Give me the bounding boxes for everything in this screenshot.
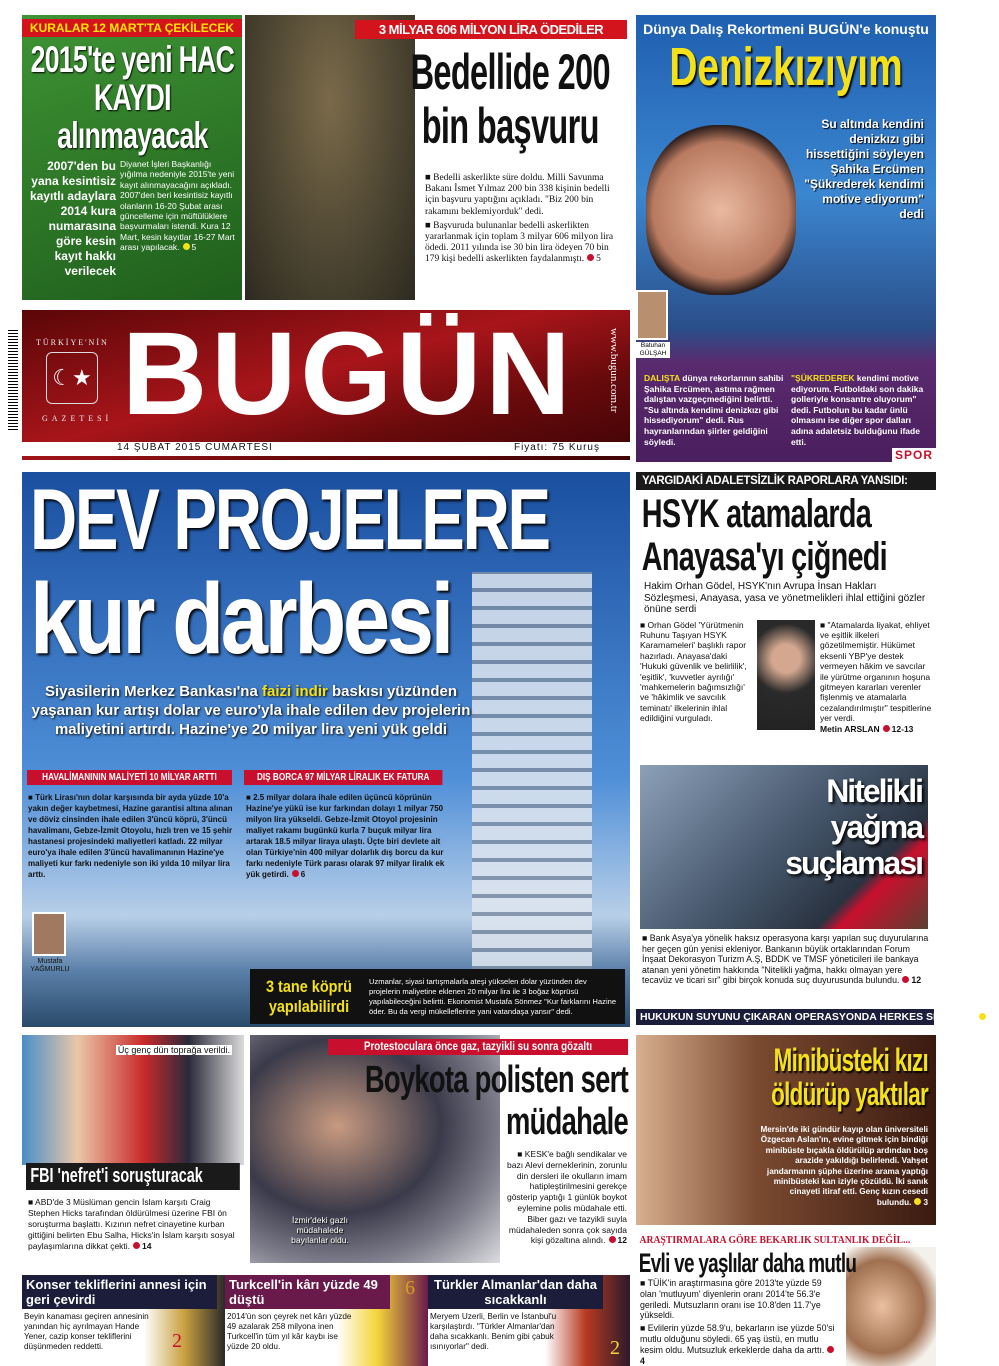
- strip-item[interactable]: [22, 1275, 225, 1366]
- hsyk-deck: Hakim Orhan Gödel, HSYK'nın Avrupa İnsan Hakları Sözleşmesi, Anayasa, yasa ve yönetmelikleri ihlal ettiğini gözler önüne serdi: [644, 581, 926, 615]
- hsyk-kicker: YARGIDAKİ ADALETSİZLİK RAPORLARA YANSIDI:: [636, 472, 936, 490]
- strip-body: Meryem Uzerli, Berlin ve İstanbul'u karşılaştırdı. "Türkler Almanlar'dan daha sıcakkanlı. Benim gibi çabuk ısınıyorlar" dedi.: [430, 1312, 557, 1351]
- diver-photo: [646, 125, 796, 295]
- barcode: [8, 330, 18, 430]
- spor-section-label[interactable]: SPOR: [892, 448, 936, 462]
- dalis-deck: Su altında kendini denizkızı gibi hissettiğini söyleyen Şahika Ercümen "Şükrederek kendimi motive ediyorum" dedi: [804, 117, 924, 221]
- strip-body: Beyin kanaması geçiren annesinin yanından hiç ayrılmayan Hande Yener, cazip konser tekliflerini düşünmeden reddetti.: [24, 1312, 149, 1351]
- nitelikli-story[interactable]: [640, 765, 999, 1027]
- bridges-box-title: 3 tane köprü yapılabilirdi: [266, 976, 352, 1016]
- boykot-body: ■ KESK'e bağlı sendikalar ve bazı Alevi derneklerinin, zorunlu din dersleri ile okulların imam hatipleştirilmesini gerekçe gösterip yaptığı 1 günlük boykot eylemine polis müdahale etti. Biber gazı ve tazyikli suyla müdahaleden sonra çok sayıda kişi gözaltına alındı. 12: [506, 1149, 627, 1246]
- strip-body: 2014'ün son çeyrek net kârı yüzde 49 azalarak 258 milyona inen Turkcell'in tüm yıl kâr kaybı ise yüzde 20 oldu.: [227, 1312, 352, 1351]
- bedelli-story[interactable]: [245, 15, 630, 300]
- masthead-url[interactable]: www.bugun.com.tr: [608, 328, 620, 413]
- evli-story[interactable]: [636, 1232, 936, 1366]
- evli-kicker: ARAŞTIRMALARA GÖRE BEKARLIK SULTANLIK DEĞİL...: [639, 1234, 911, 1246]
- logo-icon: ☾★: [46, 352, 98, 404]
- hsyk-story[interactable]: [636, 472, 936, 757]
- masthead-tagline-top: TÜRKİYE'NİN: [36, 338, 109, 347]
- fbi-caption: Üç genç dün toprağa verildi.: [117, 1045, 230, 1055]
- dalis-headline: Denizkızıyım: [669, 37, 903, 97]
- hsyk-col1: ■ Orhan Gödel 'Yürütmenin Ruhunu Taşıyan HSYK Kararnameleri' başlıklı rapor hazırladı. Anayasa'daki 'Hukuki güvenlik ve belirlilik', 'eşitlik', 'kuvvetler ayrılığı' 'mahkemelerin bağımsızlığı' ve 'hâkimlik ve savcılık teminatı' ilkelerinin ihlal edildiğini vurguladı.: [640, 619, 747, 724]
- lead-body2: ■ 2.5 milyar dolara ihale edilen üçüncü köprünün Hazine'ye yükü ise kur farkından dolayı 1 milyar 750 milyon lira yükseldi. Gebze-İzmit Otoyol projesinin maliyet rakamı bugünkü kurla 7 buçuk milyar lira artarak 18.5 milyar liraya ulaştı. Üçte biri devlete ait olan Türkiye'nin 400 milyar dolarlık dış borcu da kur farkı nedeniyle Türk parası olarak 97 milyar liralık ek yük getirdi. 6: [246, 793, 445, 879]
- nitelikli-headline: Nitelikli yağma suçlaması: [785, 773, 922, 881]
- dalis-author: Batuhan GÜLŞAH: [636, 342, 670, 358]
- bedelli-headline: Bedellide 200 bin başvuru: [410, 44, 610, 154]
- lead-deck: Siyasilerin Merkez Bankası'na faizi indir baskısı yüzünden yaşanan kur artışı dolar ve euro'yla ihale edilen dev projelerin maliyetini artırdı. Hazine'ye 20 milyar lira yeni yük geldi: [31, 683, 471, 738]
- lead-sub1: HAVALİMANININ MALİYETİ 10 MİLYAR ARTTI: [27, 770, 232, 785]
- strip-headline: Turkcell'in kârı yüzde 49 düştü: [225, 1275, 390, 1309]
- hac-kicker: KURALAR 12 MART'TA ÇEKİLECEK: [22, 19, 242, 37]
- hsyk-col2: ■ "Atamalarda liyakat, ehliyet ve eşitlik ilkeleri gözetilmemiştir. Hükümet eksenli YBP'ye destek vermeyen hâkim ve savcılar ile yürütme organının hoşuna gitmeyen kararları verenler fişlenmiş ve atamalarla cezalandırılmıştır" tespitlerine yer verdi. Metin ARSLAN 12-13: [820, 619, 932, 734]
- dalis-story[interactable]: [636, 15, 936, 462]
- price: Fiyatı: 75 Kuruş: [513, 442, 600, 453]
- lead-headline-2: kur darbesi: [30, 563, 451, 675]
- lead-body1: ■ Türk Lirası'nın dolar karşısında bir ayda yüzde 10'a yakın değer kaybetmesi, Hazine garantisi altına alınan ve döviz cinsinden ihale edilen 3'üncü köprü, 3'üncü havalimanı, Gebze-İzmit Otoyolu, hızlı tren ve 15 şehir hastanesi projesindeki maliyetleri katladı. 22 milyar euro'ya ihale edilen 3'üncü havalimanının Hazine'ye maliyeti kur farkı nedeniyle son iki yılda 10 milyar lira arttı.: [28, 793, 233, 879]
- strip-item[interactable]: [225, 1275, 428, 1366]
- bottom-strip: [22, 1275, 630, 1366]
- bridges-box-body: Uzmanlar, siyasi tartışmalarla ateşi yükselen dolar yüzünden dev projelerin maliyetine eklenen 20 milyar lira ile 3 boğaz köprüsü yapılabileceğini belirtti. Ekonomist Mustafa Sönmez "Kur farklarını Hazine öder. Bu da vergi mükelleflerine yani vatandaşa yansır" dedi.: [369, 976, 617, 1016]
- fbi-story[interactable]: [22, 1035, 244, 1265]
- strip-page: 6: [405, 1277, 415, 1299]
- boykot-caption: İzmir'deki gazlı müdahalede bayılanlar oldu.: [291, 1215, 349, 1245]
- evli-headline: Evli ve yaşlılar daha mutlu: [638, 1248, 857, 1278]
- nitelikli-body: ■ Bank Asya'ya yönelik haksız operasyona karşı yapılan suç duyurularına her geçen gün yenisi ekleniyor. Bankanın büyük ortaklarından Forum İnşaat Dekorasyon Turizm A.Ş, BDDK ve TMSF yöneticileri ile bankaya atanan yeni yönetim hakkında "Nitelikli yağma, hakkı olmayan yere tecavüz ve ticari sır" gibi birçok konuda suç duyurusunda bulundu. 12: [642, 933, 929, 986]
- minibus-headline: Minibüsteki kızı öldürüp yaktılar: [771, 1042, 928, 1112]
- dalis-col2: "ŞÜKREDEREK kendimi motive ediyorum. Futboldaki son dakika golleriyle konsantre oluyorum" dedi. Futbolun bu kadar ünlü olmasını ise diğer spor dalları adına adaletsiz bulduğunu ifade etti.: [791, 373, 924, 447]
- lead-sub2: DIŞ BORCA 97 MİLYAR LİRALIK EK FATURA: [244, 770, 442, 785]
- masthead-tagline-bottom: GAZETESİ: [42, 414, 113, 423]
- hac-story[interactable]: [22, 15, 242, 300]
- bedelli-body: ■ Bedelli askerlikte süre doldu. Milli Savunma Bakanı İsmet Yılmaz 200 bin 338 kişinin bedelli için başvuru yaptığını açıkladı. "Biz 200 bin rakamını beklemiyorduk" dedi. ■ Başvuruda bulunanlar bedelli askerlikten yararlanmak için toplam 3 milyar 606 milyon lira ödedi. 2011 yılında ise 30 bin lira ödeyen 70 bin 179 kişi bedelli askerlikten faydalanmıştı. 5: [425, 173, 614, 265]
- boykot-story[interactable]: [250, 1035, 630, 1265]
- strip-page: 2: [172, 1330, 182, 1352]
- evli-body: ■ TÜİK'in araştırmasına göre 2013'te yüzde 59 olan 'mutluyum' diyenlerin oranı 2014'te 56.3'e geriledi. Mutsuzların oranı ise 10.8'den 11.7'ye yükseldi. ■ Evlilerin yüzde 58.9'u, bekarların ise yüzde 50'si mutlu olduğunu söyledi. 65 yaş üstü, en mutlu kesim oldu. Mutsuzluk erkeklerde daha da arttı.4: [640, 1278, 835, 1366]
- strip-headline: Konser tekliflerini annesi için geri çevirdi: [22, 1275, 217, 1309]
- author-photo: [636, 290, 668, 340]
- dalis-col1: DALIŞTA dünya rekorlarının sahibi Şahika Ercümen, astıma rağmen dalıştan vazgeçmediğini belirtti. "Su altında kendimi denizkızı gibi hissediyorum" dedi. Rus hayranlarından şiirler geldiğini söyledi.: [644, 373, 784, 447]
- bridges-box: [250, 969, 625, 1024]
- strip-item[interactable]: [428, 1275, 630, 1366]
- hsyk-headline: HSYK atamalarda Anayasa'yı çiğnedi: [641, 492, 887, 579]
- lead-story[interactable]: [22, 472, 630, 1027]
- minibus-story[interactable]: [636, 1035, 936, 1225]
- godel-photo: [757, 620, 815, 730]
- minibus-body: Mersin'de iki gündür kayıp olan üniversiteli Özgecan Aslan'ın, evine gitmek için bindiği minibüste bıçakla öldürülüp ardından boş arazide yakıldığı belirlendi. Vahşet jandarmanın şüphe üzerine arama yaptığı minibüsteki kan iziyle çözüldü. İki sanık cinayeti itiraf etti. Genç kızın cesedi bulundu. 3: [760, 1125, 928, 1207]
- author-photo: [32, 912, 66, 956]
- fbi-headline: FBI 'nefret'i soruşturacak: [26, 1163, 240, 1190]
- masthead[interactable]: [22, 310, 630, 460]
- strip-page: 2: [610, 1337, 620, 1359]
- masthead-title: BUGÜN: [122, 308, 575, 440]
- fbi-body: ■ ABD'de 3 Müslüman gencin İslam karşıtı Craig Stephen Hicks tarafından öldürülmesi üzerine FBI ön soruşturma başlattı. Kızının nefret cinayetine kurban gittiğini belirten Ebu Salha, Hicks'in İslam karşıtı sosyal paylaşımlarına dikkat çekti. 14: [28, 1197, 235, 1251]
- dalis-kicker: Dünya Dalış Rekortmeni BUGÜN'e konuştu: [643, 21, 929, 37]
- issue-date: 14 ŞUBAT 2015 CUMARTESİ: [117, 442, 273, 453]
- hac-headline: 2015'te yeni HAC KAYDI alınmayacak: [30, 39, 235, 156]
- hsyk-author: Metin ARSLAN: [820, 723, 880, 734]
- hac-body: Diyanet İşleri Başkanlığı yığılma nedeniyle 2015'te yeni kayıt alınmayacağını açıkladı. 2007'den beri kesintisiz kayıtlı olanların 16-20 Şubat arası güncelleme için müftülüklere başvurmaları istendi. Kura 12 Mart, kesin kayıtlar 16-27 Mart arası yapılacak. 5: [120, 159, 235, 253]
- boykot-headline: Boykota polisten sert müdahale: [364, 1059, 628, 1143]
- boykot-kicker: Protestoculara önce gaz, tazyikli su sonra gözaltı: [328, 1039, 628, 1055]
- bedelli-kicker: 3 MİLYAR 606 MİLYON LİRA ÖDEDİLER: [355, 20, 627, 39]
- nitelikli-banner: HUKUKUN SUYUNU ÇIKARAN OPERASYONDA HERKES SERBEST 13: [636, 1009, 934, 1025]
- strip-headline: Türkler Almanlar'dan daha sıcakkanlı: [428, 1275, 603, 1309]
- bridge-photo: [472, 572, 592, 1002]
- hac-deck: 2007'den bu yana kesintisiz kayıtlı adaylara 2014 kura numarasına göre kesin kayıt hakkı verilecek: [29, 159, 116, 278]
- lead-author: Mustafa YAĞMURLU: [30, 958, 70, 973]
- lead-headline-1: DEV PROJELERE: [30, 472, 549, 568]
